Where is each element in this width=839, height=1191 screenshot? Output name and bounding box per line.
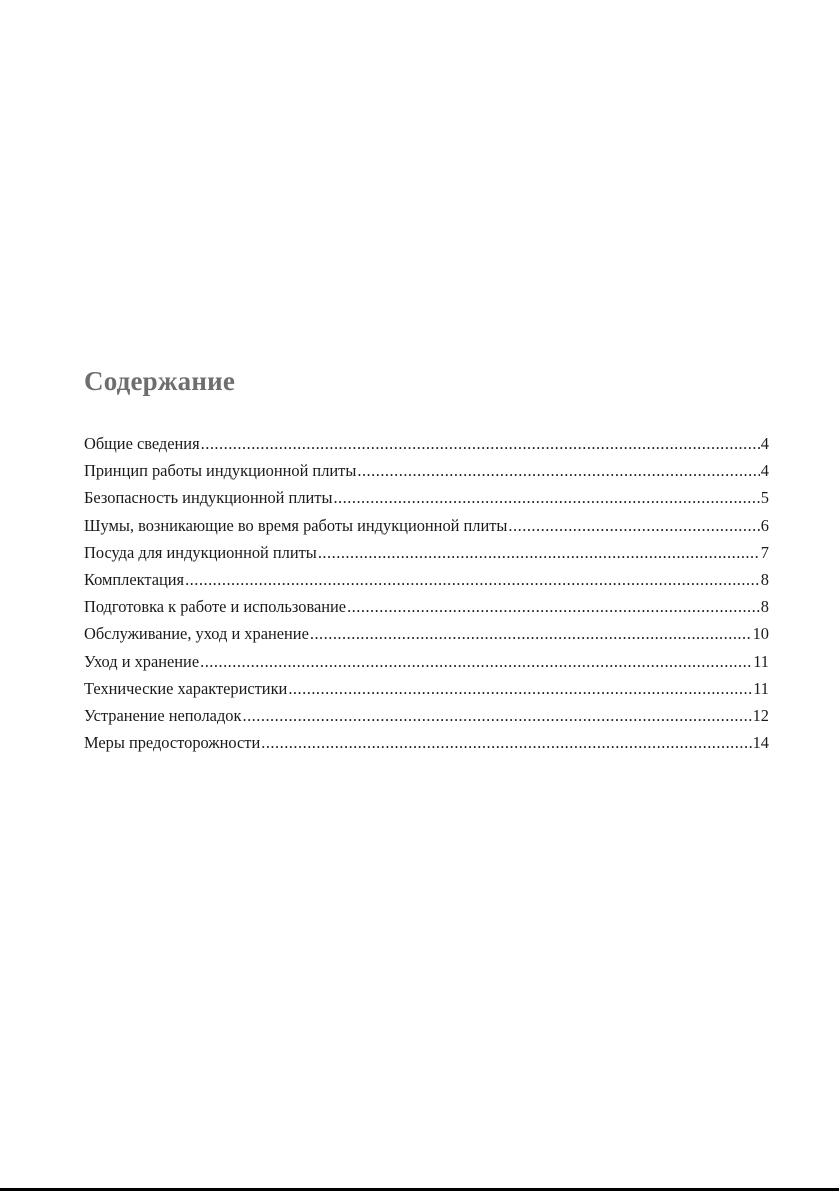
toc-entry-page: 14 [752, 733, 769, 753]
toc-entry[interactable] [84, 430, 769, 457]
toc-dot-leader [310, 620, 752, 647]
toc-dot-leader [357, 457, 759, 484]
table-of-contents [84, 430, 769, 756]
toc-dot-leader [201, 430, 760, 457]
toc-entry-page: 5 [760, 488, 769, 508]
toc-entry-page: 4 [760, 434, 769, 453]
toc-entry-page: 8 [760, 597, 769, 617]
toc-dot-leader [261, 729, 751, 756]
toc-entry[interactable] [84, 620, 769, 647]
toc-dot-leader [347, 593, 760, 620]
toc-entry[interactable] [84, 593, 769, 620]
page-title: Содержание [84, 366, 236, 396]
toc-entry-page: 10 [752, 624, 769, 644]
toc-entry-page: 12 [752, 705, 769, 725]
toc-dot-leader [288, 675, 752, 702]
toc-entry-page: 4 [760, 461, 769, 481]
toc-entry-title: Меры предосторожности [84, 733, 261, 753]
toc-entry-title: Обслуживание, уход и хранение [84, 624, 309, 644]
toc-entry[interactable] [84, 457, 769, 484]
toc-entry[interactable] [84, 484, 769, 511]
toc-entry[interactable] [84, 512, 769, 539]
toc-entry-title: Посуда для индукционной плиты [84, 542, 317, 562]
toc-entry-page: 6 [760, 515, 769, 535]
toc-entry[interactable] [84, 702, 769, 729]
toc-entry-title: Безопасность индукционной плиты [84, 488, 333, 508]
toc-dot-leader [318, 539, 760, 566]
toc-entry[interactable] [84, 539, 769, 566]
toc-dot-leader [242, 702, 751, 729]
toc-entry[interactable] [84, 729, 769, 756]
toc-dot-leader [333, 484, 759, 511]
toc-entry[interactable] [84, 566, 769, 593]
toc-entry-page: 8 [760, 569, 769, 589]
toc-entry-title: Комплектация [84, 569, 185, 589]
toc-dot-leader [200, 648, 752, 675]
toc-entry-title: Принцип работы индукционной плиты [84, 461, 357, 481]
toc-entry-page: 11 [753, 651, 769, 671]
toc-entry-page: 11 [753, 678, 769, 698]
toc-entry-title: Устранение неполадок [84, 705, 242, 725]
toc-entry[interactable] [84, 648, 769, 675]
toc-entry[interactable] [84, 675, 769, 702]
toc-dot-leader [508, 512, 759, 539]
toc-entry-title: Подготовка к работе и использование [84, 597, 347, 617]
toc-entry-title: Шумы, возникающие во время работы индукционной плиты [84, 515, 508, 535]
toc-dot-leader [185, 566, 760, 593]
toc-entry-title: Уход и хранение [84, 651, 200, 671]
toc-entry-page: 7 [760, 542, 769, 562]
toc-entry-title: Технические характеристики [84, 678, 288, 698]
toc-entry-title: Общие сведения [84, 434, 200, 453]
